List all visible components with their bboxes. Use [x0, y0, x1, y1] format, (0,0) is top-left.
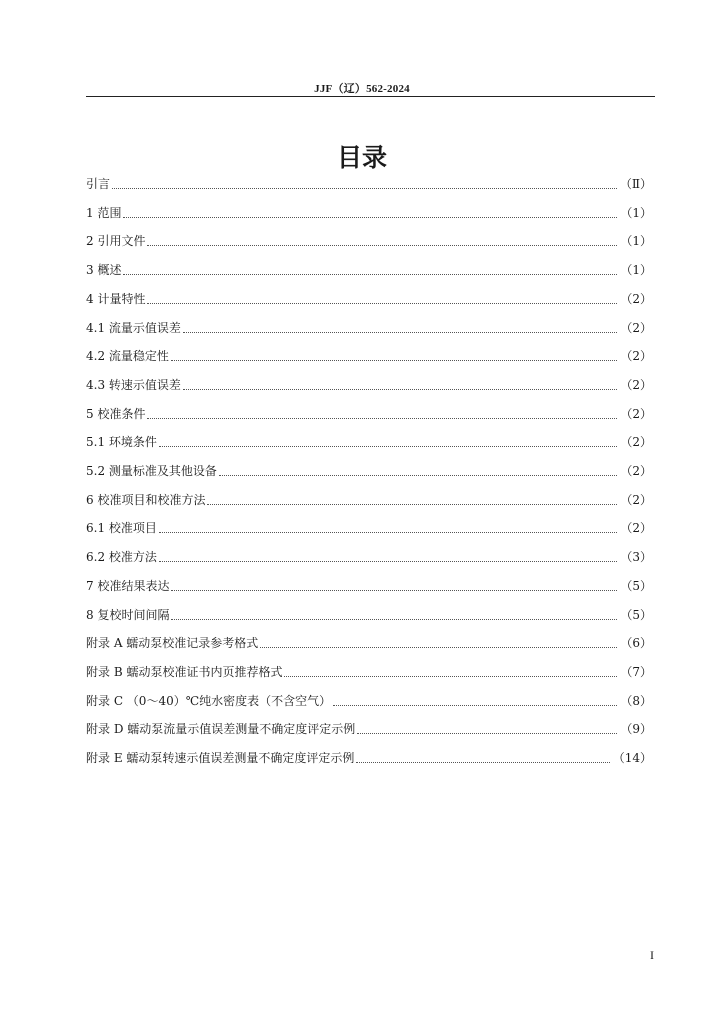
toc-leader-dots — [159, 430, 617, 447]
toc-entry-label: 4.1 流量示值误差 — [86, 320, 181, 335]
toc-entry-page: （2） — [620, 521, 652, 536]
toc-entry[interactable] — [86, 545, 652, 565]
toc-entry[interactable] — [86, 459, 652, 479]
toc-entry-page: （2） — [620, 349, 652, 364]
toc-leader-dots — [123, 258, 617, 275]
toc-entry[interactable] — [86, 344, 652, 364]
toc-leader-dots — [183, 373, 617, 390]
toc-entry-label: 附录 D 蠕动泵流量示值误差测量不确定度评定示例 — [86, 722, 356, 737]
toc-entry-label: 6 校准项目和校准方法 — [86, 492, 206, 507]
toc-entry-page: （5） — [620, 578, 652, 593]
toc-entry-page: （3） — [620, 550, 652, 565]
toc-entry-label: 6.2 校准方法 — [86, 550, 157, 565]
toc-leader-dots — [219, 459, 617, 476]
toc-entry[interactable] — [86, 488, 652, 508]
toc-entry-label: 8 复校时间间隔 — [86, 607, 170, 622]
toc-entry-page: （1） — [620, 234, 652, 249]
toc-entry-page: （2） — [620, 291, 652, 306]
toc-entry-page: （2） — [620, 435, 652, 450]
toc-entry-page: （2） — [620, 377, 652, 392]
toc-entry[interactable] — [86, 689, 652, 709]
toc-entry[interactable] — [86, 746, 652, 766]
toc-entry-page: （2） — [620, 464, 652, 478]
toc-leader-dots — [171, 344, 617, 361]
toc-entry[interactable] — [86, 258, 652, 278]
toc-leader-dots — [123, 201, 617, 218]
toc-entry-label: 5.1 环境条件 — [86, 435, 157, 450]
toc-entry-label: 7 校准结果表达 — [86, 578, 170, 593]
toc-entry-page: （1） — [620, 263, 652, 278]
toc-entry[interactable] — [86, 373, 652, 393]
toc-leader-dots — [356, 746, 609, 763]
toc-leader-dots — [357, 717, 617, 734]
toc-leader-dots — [207, 488, 617, 505]
toc-entry[interactable] — [86, 574, 652, 594]
toc-entry-label: 引言 — [86, 177, 111, 191]
toc-entry[interactable] — [86, 516, 652, 536]
toc-entry-page: （7） — [620, 664, 652, 679]
toc-leader-dots — [171, 574, 617, 591]
toc-leader-dots — [260, 631, 617, 648]
toc-leader-dots — [183, 316, 617, 333]
toc-entry[interactable] — [86, 430, 652, 450]
toc-entry-page: （5） — [620, 607, 652, 622]
toc-leader-dots — [333, 689, 617, 706]
toc-leader-dots — [147, 402, 617, 419]
toc-entry-label: 5 校准条件 — [86, 406, 146, 421]
toc-entry-page: （2） — [620, 406, 652, 421]
toc-leader-dots — [171, 603, 617, 620]
toc-entry-label: 附录 E 蠕动泵转速示值误差测量不确定度评定示例 — [86, 751, 355, 765]
header-rule — [86, 96, 655, 97]
toc-entry-page: （8） — [620, 693, 652, 708]
toc-entry-page: （2） — [620, 320, 652, 335]
toc-leader-dots — [284, 660, 617, 677]
toc-entry[interactable] — [86, 201, 652, 221]
standard-code: JJF（辽）562-2024 — [314, 83, 410, 95]
toc-leader-dots — [112, 172, 617, 189]
toc-entry-page: （14） — [612, 751, 652, 765]
toc-entry-label: 6.1 校准项目 — [86, 521, 157, 536]
toc-leader-dots — [159, 545, 617, 562]
toc-leader-dots — [147, 229, 617, 246]
toc-entry-page: （Ⅱ） — [619, 177, 652, 191]
toc-entry[interactable] — [86, 603, 652, 623]
toc-entry-page: （2） — [620, 492, 652, 507]
toc-entry[interactable] — [86, 631, 652, 651]
toc-entry[interactable] — [86, 172, 652, 192]
page-title: 目录 — [336, 143, 387, 172]
toc-entry[interactable] — [86, 316, 652, 336]
toc-entry-label: 5.2 测量标准及其他设备 — [86, 464, 217, 478]
toc-leader-dots — [147, 287, 617, 304]
toc-entry[interactable] — [86, 229, 652, 249]
toc-entry[interactable] — [86, 660, 652, 680]
page-number: I — [650, 948, 654, 962]
toc-entry-label: 1 范围 — [86, 205, 122, 220]
toc-entry-page: （1） — [620, 205, 652, 220]
toc-entry-label: 2 引用文件 — [86, 234, 146, 249]
toc-entry-page: （6） — [620, 636, 652, 651]
toc-entry-label: 附录 C （0～40）℃纯水密度表（不含空气） — [86, 693, 332, 708]
toc-entry-label: 4 计量特性 — [86, 291, 146, 306]
toc-entry-label: 3 概述 — [86, 263, 122, 278]
toc-leader-dots — [159, 516, 617, 533]
toc-entry-label: 4.3 转速示值误差 — [86, 377, 181, 392]
toc-entry-label: 附录 A 蠕动泵校准记录参考格式 — [86, 636, 259, 651]
toc-entry-label: 附录 B 蠕动泵校准证书内页推荐格式 — [86, 664, 283, 679]
toc-entry[interactable] — [86, 287, 652, 307]
toc-entry-page: （9） — [620, 722, 652, 737]
toc-entry[interactable] — [86, 717, 652, 737]
toc-entry[interactable] — [86, 402, 652, 422]
toc-entry-label: 4.2 流量稳定性 — [86, 349, 169, 364]
